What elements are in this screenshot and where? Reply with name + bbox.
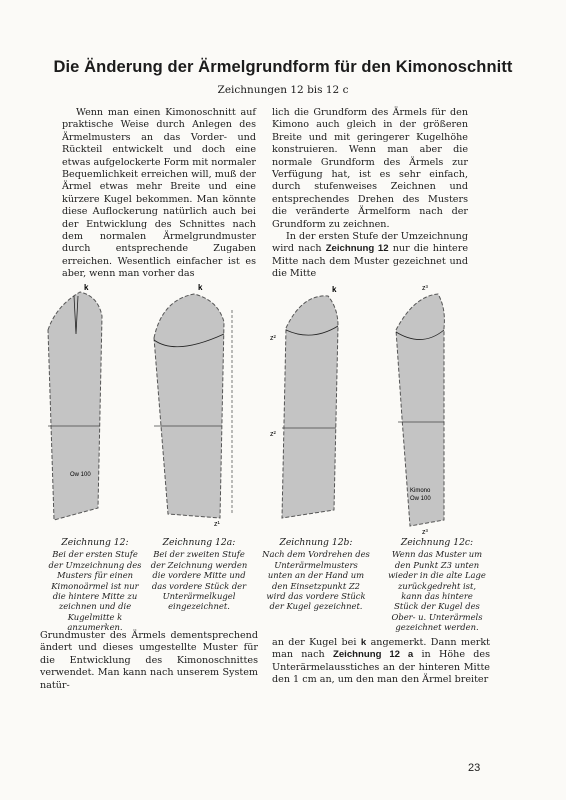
drawing-12a bbox=[154, 283, 232, 528]
caption-12c bbox=[388, 538, 486, 633]
label-ow: Ow 100 bbox=[410, 496, 431, 502]
text-span: In der ersten Stufe der Umzeichnung wird nach bbox=[272, 231, 468, 255]
paragraph bbox=[272, 637, 490, 687]
label-z2: z² bbox=[270, 431, 276, 438]
text-column-bottom-left bbox=[40, 630, 258, 692]
paragraph: lich die Grundform des Ärmels für den Kimono auch gleich in der größeren Breite und mit geringerer Kugelhöhe konstruieren. Wenn man aber die normale Grundform des Ärmels zur Verfügung hat, ist es sehr einfach, durch stufenweises Zeichnen und entsprechendes Drehen des Musters die veränderte Ärmelform nach der Grundform zu zeichnen. bbox=[272, 107, 468, 230]
drawing-12c bbox=[396, 285, 444, 536]
label-k: k bbox=[198, 283, 203, 292]
label-k: k bbox=[332, 285, 337, 294]
bold-reference: Zeichnung 12 a bbox=[332, 649, 414, 661]
label-z1: z¹ bbox=[214, 521, 220, 528]
caption-title: Zeichnung 12b: bbox=[279, 537, 353, 548]
label-k: k bbox=[84, 283, 89, 292]
label-z3: z³ bbox=[422, 285, 428, 292]
caption-12a bbox=[148, 538, 250, 612]
sleeve-shape-12a bbox=[154, 294, 224, 518]
caption-12 bbox=[48, 538, 142, 633]
page-title: Die Änderung der Ärmelgrundform für den Kimonoschnitt bbox=[53, 58, 513, 76]
text-span: an der Kugel bei bbox=[272, 637, 361, 648]
caption-text: Bei der zweiten Stufe der Zeichnung werden die vordere Mitte und das vordere Stück der Unterärmelkugel eingezeichnet. bbox=[150, 549, 248, 612]
caption-12b bbox=[262, 538, 370, 612]
paragraph: Wenn man einen Kimonoschnitt auf praktische Weise durch Anlegen des Ärmelmusters an das Vorder- und Rückteil entwickelt und doch eine etwas aufgelockerte Form mit normaler Bequemlichkeit erreichen will, muß der Ärmel etwas mehr Breite und eine kürzere Kugel bekommen. Man könnte diese Auflockerung natürlich auch bei der Entwicklung des Schnittes nach dem normalen Ärmelgrundmuster durch entsprechende Zugaben erreichen. Wesentlich einfacher ist es aber, wenn man vorher das bbox=[62, 107, 256, 280]
sleeve-shape-12 bbox=[48, 292, 102, 520]
caption-text: Wenn das Muster um den Punkt Z3 unten wieder in die alte Lage zurückgedreht ist, kann das hintere Stück der Kugel des Ober- u. Unterärmels gezeichnet werden. bbox=[388, 549, 486, 633]
caption-title: Zeichnung 12: bbox=[61, 537, 129, 548]
label-z3: z³ bbox=[422, 529, 428, 536]
drawing-12 bbox=[48, 283, 102, 520]
text-column-left bbox=[62, 107, 256, 281]
text-span: angemerkt. Dann merkt man nach bbox=[272, 637, 490, 661]
page-subtitle: Zeichnungen 12 bis 12 c bbox=[217, 84, 349, 96]
page-number: 23 bbox=[468, 762, 481, 774]
drawing-12b bbox=[270, 285, 338, 518]
caption-title: Zeichnung 12a: bbox=[162, 537, 236, 548]
bold-k: k bbox=[360, 637, 367, 648]
sleeve-shape-12b bbox=[282, 296, 338, 518]
label-z2: z² bbox=[270, 335, 276, 342]
caption-text: Bei der ersten Stufe der Umzeichnung des Musters für einen Kimonoärmel ist nur die hintere Mitte zu zeichnen und die Kugelmitte k anzumerken. bbox=[48, 549, 142, 633]
sleeve-pattern-drawings bbox=[36, 278, 486, 538]
paragraph bbox=[272, 231, 468, 281]
bold-reference: Zeichnung 12 bbox=[325, 243, 389, 255]
label-kimono: Kimono bbox=[410, 488, 431, 494]
caption-text: Nach dem Vordrehen des Unterärmelmusters unten an der Hand um den Einsetzpunkt Z2 wird das vordere Stück der Kugel gezeichnet. bbox=[262, 549, 370, 612]
text-column-right bbox=[272, 107, 468, 281]
text-span: in Höhe des Unterärmelausstiches an der hinteren Mitte den 1 cm an, um den man den Ärmel breiter bbox=[272, 649, 491, 686]
text-span: nur die hintere Mitte nach dem Muster gezeichnet und die Mitte bbox=[272, 243, 468, 280]
paragraph: Grundmuster des Ärmels dementsprechend ändert und dieses umgestellte Muster für die Entwicklung des Kimonoschnittes verwendet. Man kann nach unserem System natür- bbox=[40, 630, 258, 691]
caption-title: Zeichnung 12c: bbox=[400, 537, 474, 548]
text-column-bottom-right bbox=[272, 637, 490, 687]
label-ow: Ow 100 bbox=[70, 472, 91, 478]
